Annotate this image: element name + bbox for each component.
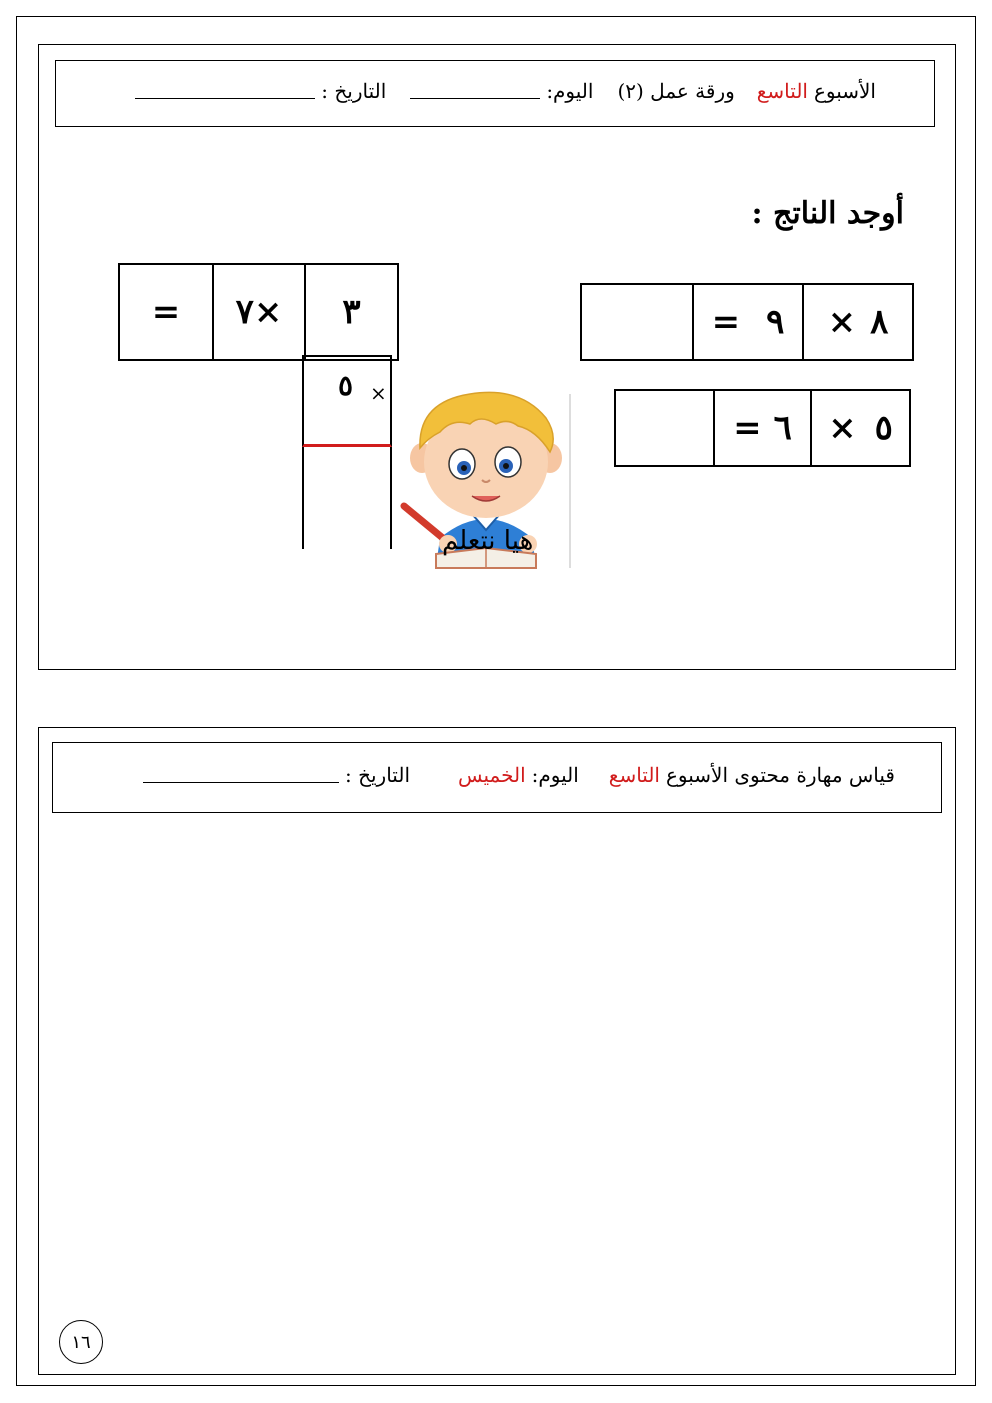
factor-cell-2a [812,389,911,467]
week-label: الأسبوع [813,79,876,103]
assessment-header [52,742,942,813]
illustration-caption: هيا نتعلم [442,526,534,556]
factor-2a: ٥ [874,408,893,448]
assessment-week: التاسع [608,763,660,787]
day-label: اليوم: [546,79,594,103]
boy-illustration [400,388,572,573]
equals-2: = [733,408,762,448]
vertical-multiplier-cell [302,355,392,447]
assessment-day-label: اليوم: [531,763,579,787]
sheet-label: ورقة عمل (٢) [617,79,735,103]
answer-cell-2[interactable] [614,389,715,467]
factor-2b: ٦ [773,408,792,448]
assessment-day-value: الخميس [458,763,526,787]
assessment-title: قياس مهارة محتوى الأسبوع [665,763,895,787]
problem-3 [118,263,399,361]
times-2: × [828,408,857,448]
problem-1 [580,283,914,361]
vertical-value: ٥ [338,369,354,402]
vertical-answer-cell[interactable] [302,447,392,549]
factor-cell-3b [214,263,306,361]
factor-cell-3a [306,263,399,361]
day-blank[interactable] [410,84,540,99]
vertical-times: × [370,381,387,405]
assessment-section [38,727,956,1375]
page-number: ١٦ [59,1320,103,1364]
equals-cell-3 [118,263,214,361]
problem-2 [614,389,911,467]
factor-3b: ٧× [235,292,283,332]
worksheet-header [55,60,935,127]
factor-1a: ٨ [870,302,889,342]
assessment-date-label: التاريخ : [344,763,410,787]
equals-1: = [711,302,741,342]
factor-cell-1a [804,283,914,361]
answer-cell-1[interactable] [580,283,694,361]
week-value: التاسع [756,79,808,103]
exercise-title: أوجد الناتج : [751,196,904,231]
factor-1b: ٩ [766,302,785,342]
factor-cell-2b [715,389,812,467]
date-label: التاريخ : [321,79,387,103]
date-blank[interactable] [135,84,315,99]
factor-3a: ٣ [342,292,361,332]
assessment-date-blank[interactable] [143,768,339,783]
equals-3: = [151,292,181,332]
factor-cell-1b [694,283,804,361]
times-1: × [827,302,857,342]
